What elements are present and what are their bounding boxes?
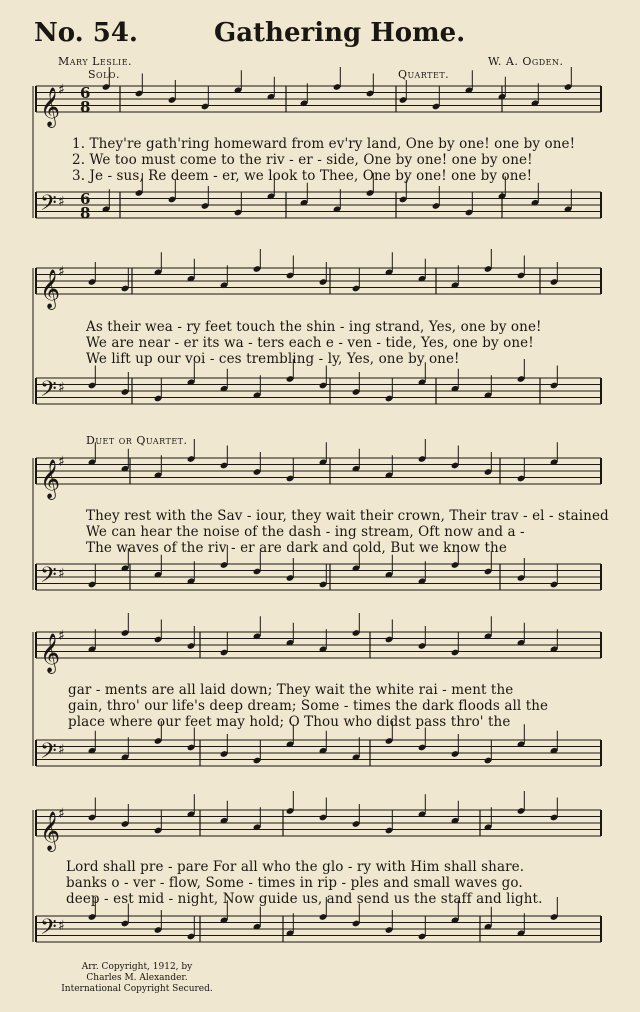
lyric-line: We can hear the noise of the dash - ing stream, Oft now and a - [86,524,525,540]
treble-clef: 𝄞 [40,87,61,127]
sharp-sign: ♯ [58,194,65,210]
lyric-line: deep - est mid - night, Now guide us, and send us the staff and light. [66,891,543,907]
sharp-sign: ♯ [58,82,65,98]
lyric-line: 3. Je - sus, Re deem - er, we look to Thee, One by one! one by one! [72,168,533,184]
time-signature: 6 [80,190,91,208]
sharp-sign: ♯ [58,628,65,644]
time-signature: 6 [80,84,91,102]
bass-clef: 𝄢 [40,563,57,593]
bass-clef: 𝄢 [40,377,57,407]
lyric-line: place where our feet may hold; O Thou who didst pass thro' the [68,714,511,730]
copyright-notice [42,962,232,995]
hymn-number: No. 54. [34,18,138,48]
bass-clef: 𝄢 [40,915,57,945]
time-signature: 8 [80,204,91,222]
sharp-sign: ♯ [58,454,65,470]
bass-clef: 𝄢 [40,739,57,769]
lyric-line: They rest with the Sav - iour, they wait their crown, Their trav - el - stained [86,508,609,524]
sharp-sign: ♯ [58,380,65,396]
lyric-line: gar - ments are all laid down; They wait the white rai - ment the [68,682,514,698]
sharp-sign: ♯ [58,742,65,758]
sharp-sign: ♯ [58,566,65,582]
lyric-line: We are near - er its wa - ters each e - ven - tide, Yes, one by one! [86,335,534,351]
copyright-line: International Copyright Secured. [61,984,213,994]
treble-clef: 𝄞 [40,811,61,851]
lyric-line: As their wea - ry feet touch the shin - ing strand, Yes, one by one! [86,319,542,335]
lyric-line: We lift up our voi - ces trembling - ly, Yes, one by one! [86,351,460,367]
copyright-line: Arr. Copyright, 1912, by [81,962,193,972]
lyric-line: gain, thro' our life's deep dream; Some - times the dark floods all the [68,698,549,714]
copyright-line: Charles M. Alexander. [86,973,188,983]
duet-or-quartet-label: Duet or Quartet. [86,434,188,447]
quartet-label: Quartet. [398,68,450,81]
treble-clef: 𝄞 [40,269,61,309]
lyric-line: 1. They're gath'ring homeward from ev'ry land, One by one! one by one! [72,136,576,152]
time-signature: 8 [80,98,91,116]
lyric-line: The waves of the riv - er are dark and cold, But we know the [86,540,507,556]
hymn-title: Gathering Home. [214,18,466,48]
solo-label: Solo. [88,68,120,81]
music-credit: W. A. Ogden. [488,55,564,68]
sharp-sign: ♯ [58,918,65,934]
treble-clef: 𝄞 [40,459,61,499]
lyric-line: Lord shall pre - pare For all who the glo - ry with Him shall share. [66,859,525,875]
lyric-line: 2. We too must come to the riv - er - side, One by one! one by one! [72,152,533,168]
lyric-line: banks o - ver - flow, Some - times in rip - ples and small waves go. [66,875,523,891]
words-credit: Mary Leslie. [58,55,133,68]
sharp-sign: ♯ [58,806,65,822]
bass-clef: 𝄢 [40,191,57,221]
sharp-sign: ♯ [58,264,65,280]
treble-clef: 𝄞 [40,633,61,673]
